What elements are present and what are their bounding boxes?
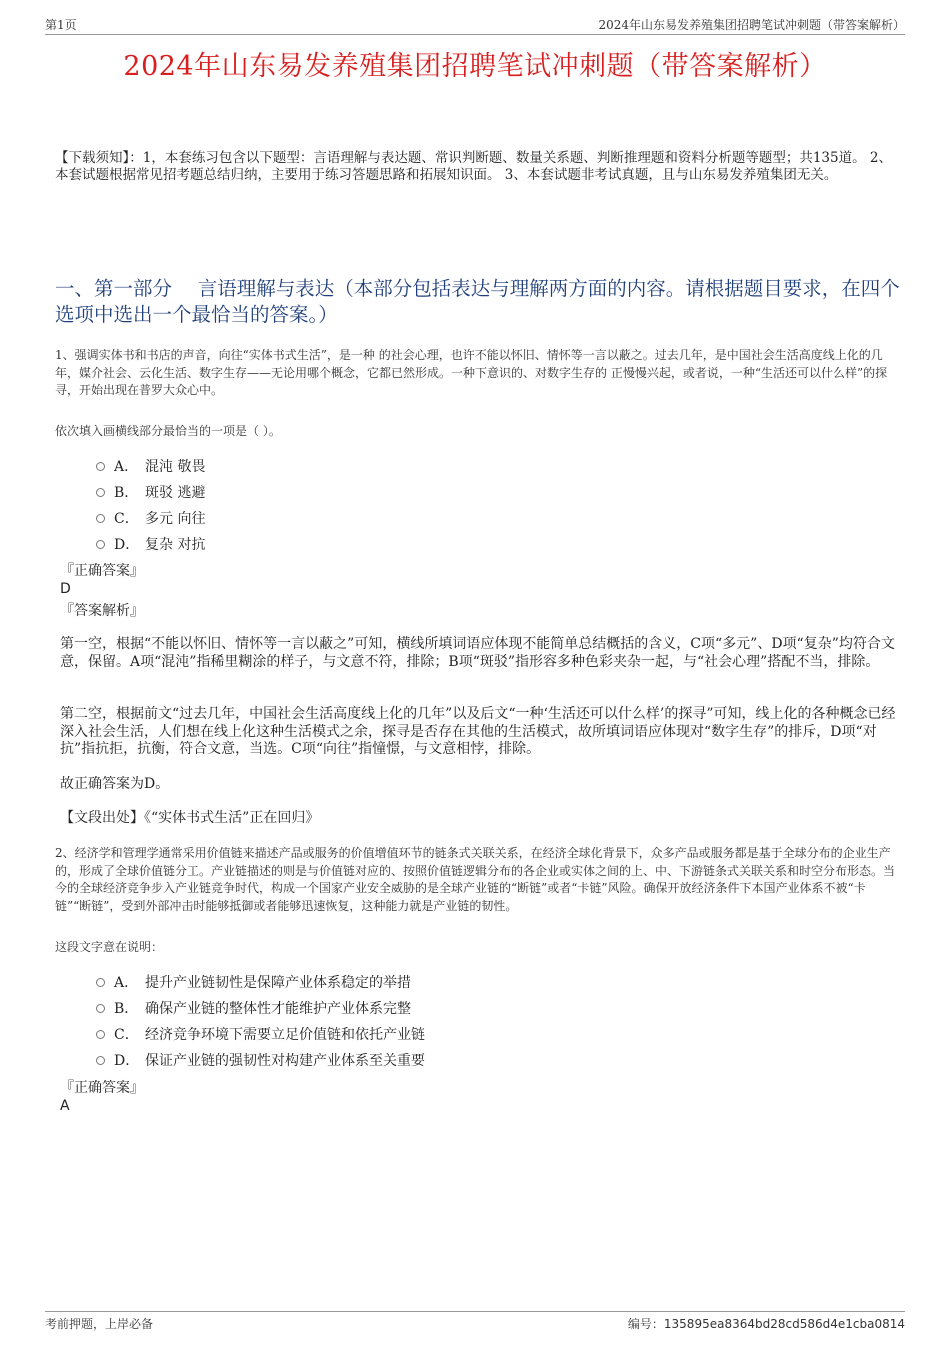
radio-icon[interactable]: [96, 540, 105, 549]
radio-icon[interactable]: [96, 1030, 105, 1039]
question-2-answer-label: 『正确答案』: [60, 1080, 144, 1096]
question-1-option-c[interactable]: C． 多元 向往: [96, 505, 205, 531]
question-1-text: 1、强调实体书和书店的声音，向往“实体书式生活”，是一种 的社会心理，也许不能以怀旧、情怀等一言以蔽之。过去几年，是中国社会生活高度线上化的几年，媒介社会、云化生活、数字生存——无论用哪个概念，它都已然形成。一种下意识的、对数字生存的 正慢慢兴起，或者说，一种“生活还可以什么样”的探寻，开始出现在普罗大众心中。: [55, 348, 888, 397]
question-1-option-b[interactable]: B． 斑驳 逃避: [96, 479, 205, 505]
question-1-options: [96, 453, 205, 557]
section-title: 一、第一部分 言语理解与表达（本部分包括表达与理解两方面的内容。请根据题目要求，在四个选项中选出一个最恰当的答案。）: [55, 277, 900, 326]
radio-icon[interactable]: [96, 1004, 105, 1013]
radio-icon[interactable]: [96, 1056, 105, 1065]
footer-code: 编号：135895ea8364bd28cd586d4e1cba0814: [627, 1317, 905, 1331]
question-1-answer: D: [60, 581, 71, 597]
radio-icon[interactable]: [96, 978, 105, 987]
page-number: 第1页: [45, 18, 77, 32]
download-notice: 【下载须知】：1，本套练习包含以下题型：言语理解与表达题、常识判断题、数量关系题、判断推理题和资料分析题等题型；共135道。 2、本套试题根据常见招考题总结归纳，主要用于练习答题思路和拓展知识面。 3、本套试题非考试真题，且与山东易发养殖集团无关。: [55, 150, 892, 183]
question-2-options: [96, 969, 425, 1073]
question-2-option-d[interactable]: D． 保证产业链的强韧性对构建产业体系至关重要: [96, 1047, 425, 1073]
question-2-prompt: 这段文字意在说明：: [55, 940, 164, 954]
question-1-analysis-paragraph-1: 第一空，根据“不能以怀旧、情怀等一言以蔽之”可知，横线所填词语应体现不能简单总结概括的含义，C项“多元”、D项“复杂”均符合文意，保留。A项“混沌”指稀里糊涂的样子，与文意不符，排除；B项“斑驳”指形容多种色彩夹杂一起，与“社会心理”搭配不当，排除。: [60, 636, 895, 670]
question-1-analysis-label: 『答案解析』: [60, 603, 144, 619]
question-1-conclusion: 故正确答案为D。: [60, 776, 170, 792]
question-2-option-b[interactable]: B． 确保产业链的整体性才能维护产业体系完整: [96, 995, 425, 1021]
question-1-option-d[interactable]: D． 复杂 对抗: [96, 531, 205, 557]
radio-icon[interactable]: [96, 462, 105, 471]
question-1-source: 【文段出处】《“实体书式生活”正在回归》: [60, 810, 320, 826]
page-footer: [45, 1311, 905, 1332]
question-1-option-a[interactable]: A． 混沌 敬畏: [96, 453, 205, 479]
document-title: 2024年山东易发养殖集团招聘笔试冲刺题（带答案解析）: [123, 51, 827, 82]
question-1-answer-label: 『正确答案』: [60, 563, 144, 579]
footer-slogan: 考前押题，上岸必备: [45, 1317, 154, 1331]
question-1-analysis-paragraph-2: 第二空，根据前文“过去几年，中国社会生活高度线上化的几年”以及后文“一种‘生活还可以什么样’的探寻”可知，线上化的各种概念已经深入社会生活，人们想在线上化这种生活模式之余，探寻是否存在其他的生活模式，故所填词语应体现对“数字生存”的排斥，D项“对抗”指抗拒，抗衡，符合文意，当选。C项“向往”指憧憬，与文意相悖，排除。: [60, 706, 896, 757]
radio-icon[interactable]: [96, 488, 105, 497]
question-1-prompt: 依次填入画横线部分最恰当的一项是（ ）。: [55, 424, 281, 438]
question-2-answer: A: [60, 1098, 70, 1114]
page-header: [45, 14, 905, 35]
radio-icon[interactable]: [96, 514, 105, 523]
question-2-text: 2、经济学和管理学通常采用价值链来描述产品或服务的价值增值环节的链条式关联关系，在经济全球化背景下，众多产品或服务都是基于全球分布的企业生产的，形成了全球价值链分工。产业链描述的则是与价值链对应的、按照价值链逻辑分布的各企业或实体之间的上、中、下游链条式关联关系和时空分布形态。当今的全球经济竞争步入产业链竞争时代，构成一个国家产业安全威胁的是全球产业链的“断链”或者“卡链”风险。确保开放经济条件下本国产业体系不被“卡链”“断链”，受到外部冲击时能够抵御或者能够迅速恢复，这种能力就是产业链的韧性。: [55, 846, 896, 913]
question-2-option-c[interactable]: C． 经济竞争环境下需要立足价值链和依托产业链: [96, 1021, 425, 1047]
question-2-option-a[interactable]: A． 提升产业链韧性是保障产业体系稳定的举措: [96, 969, 425, 995]
header-doc-title: 2024年山东易发养殖集团招聘笔试冲刺题（带答案解析）: [598, 18, 905, 32]
